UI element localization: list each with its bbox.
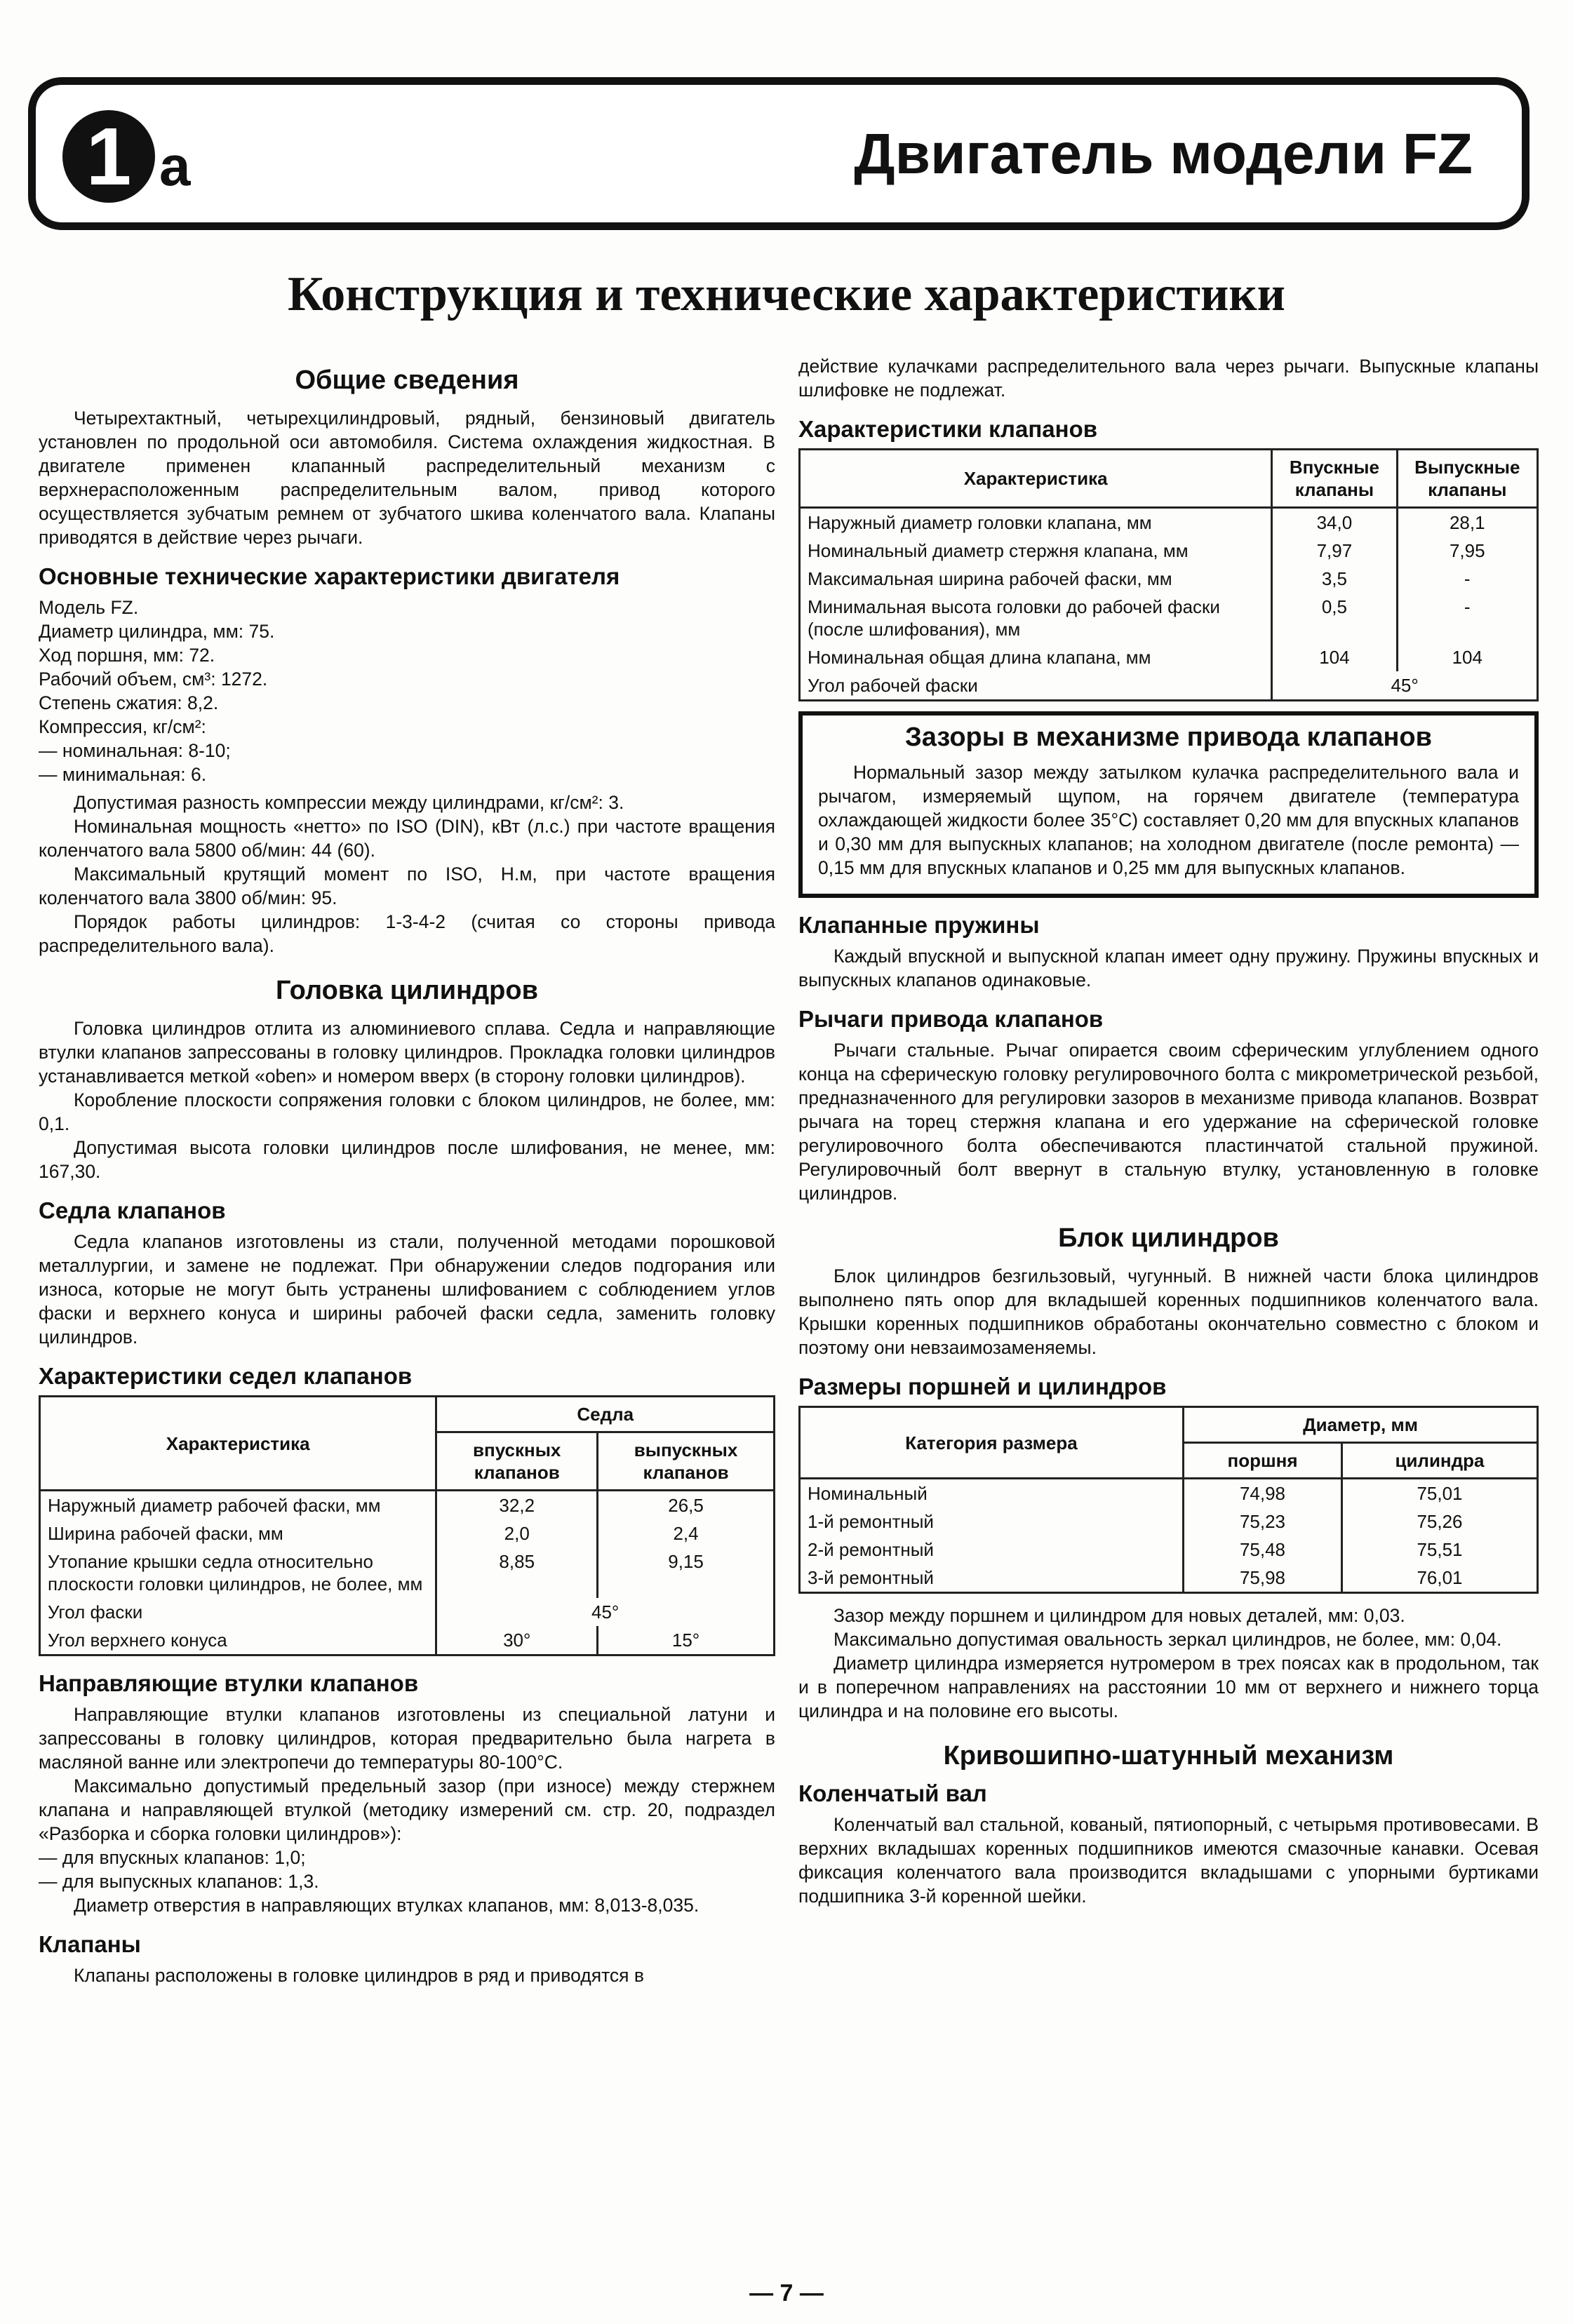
clearance-heading: Зазоры в механизме привода клапанов (904, 723, 1433, 752)
guides-text-3: Диаметр отверстия в направляющих втулках клапанов, мм: 8,013-8,035. (74, 1895, 700, 1916)
seats-col-group: Седла (436, 1397, 775, 1432)
guides-heading: Направляющие втулки клапанов (39, 1670, 419, 1696)
guides-text-2: Максимально допустимый предельный зазор (при износе) между стержнем клапана и направляющей втулкой (методику измерений см. стр. 20, подраздел «Разборка и сборка головки цилиндров»): (39, 1775, 775, 1844)
crank-heading: Кривошипно-шатунный механизм (943, 1741, 1394, 1771)
page-number: — 7 — (749, 2280, 824, 2306)
table-row: Наружный диаметр головки клапана, мм 34,0 28,1 (800, 508, 1538, 537)
specs-heading: Основные технические характеристики двигателя (39, 563, 620, 589)
sizes-table (798, 1406, 1539, 1594)
seats-col-in: впускных клапанов (436, 1432, 598, 1491)
head-text-1: Головка цилиндров отлита из алюминиевого сплава. Седла и направляющие втулки клапанов запрессованы в головку цилиндров. Прокладка головки цилиндров устанавливается меткой «oben» и номером вверх (в сторону головки цилиндров). (39, 1018, 775, 1087)
general-heading: Общие сведения (295, 365, 519, 395)
spec-power: Номинальная мощность «нетто» по ISO (DIN), кВт (л.с.) при частоте вращения коленчатого вала 5800 об/мин: 44 (60). (39, 816, 775, 861)
spec-compression: Компрессия, кг/см²: (39, 716, 206, 737)
sizes-text-3: Диаметр цилиндра измеряется нутромером в трех поясах как в продольном, так и в поперечном направлениях на расстоянии 10 мм от верхнего и нижнего торца цилиндра и на половине его высоты. (798, 1653, 1539, 1721)
valves-table (798, 448, 1539, 701)
spec-volume: Рабочий объем, см³: 1272. (39, 669, 268, 690)
table-row: 3-й ремонтный 75,98 76,01 (800, 1564, 1538, 1593)
sizes-heading: Размеры поршней и цилиндров (798, 1373, 1167, 1399)
valves-col-char: Характеристика (800, 450, 1272, 508)
head-text-2: Коробление плоскости сопряжения головки с блоком цилиндров, не более, мм: 0,1. (39, 1089, 775, 1134)
table-row: Номинальный 74,98 75,01 (800, 1479, 1538, 1508)
chapter-letter: а (159, 135, 191, 197)
sizes-text-1: Зазор между поршнем и цилиндром для новых деталей, мм: 0,03. (834, 1605, 1405, 1626)
crankshaft-text: Коленчатый вал стальной, кованый, пятиопорный, с четырьмя противовесами. В верхних вкладышах коренных подшипников имеются смазочные канавки. Осевая фиксация коленчатого вала производится вкладышами с упорными буртиками подшипника 3-й коренной шейки. (798, 1814, 1539, 1907)
valves-text: Клапаны расположены в головке цилиндров в ряд и приводятся в (74, 1965, 644, 1986)
springs-text: Каждый впускной и выпускной клапан имеет одну пружину. Пружины впускных и выпускных клапанов одинаковые. (798, 946, 1539, 990)
chapter-title: Двигатель модели FZ (854, 122, 1473, 186)
table-row: Минимальная высота головки до рабочей фаски (после шлифования), мм 0,5 - (800, 593, 1538, 643)
table-row: Угол рабочей фаски 45° (800, 671, 1538, 701)
crankshaft-heading: Коленчатый вал (798, 1780, 987, 1806)
table-row: Наружный диаметр рабочей фаски, мм 32,2 26,5 (40, 1491, 775, 1520)
spec-bore: Диаметр цилиндра, мм: 75. (39, 621, 275, 642)
spec-compression-ratio: Степень сжатия: 8,2. (39, 692, 219, 713)
sizes-col-cat: Категория размера (800, 1407, 1184, 1479)
guides-out: — для выпускных клапанов: 1,3. (39, 1871, 319, 1892)
seats-table (39, 1395, 775, 1656)
left-column (39, 354, 775, 1987)
table-row: 1-й ремонтный 75,23 75,26 (800, 1507, 1538, 1536)
valves-col-in: Впускные клапаны (1272, 450, 1397, 508)
seats-heading: Седла клапанов (39, 1197, 226, 1223)
table-row: Номинальный диаметр стержня клапана, мм 7,97 7,95 (800, 537, 1538, 565)
table-row: Ширина рабочей фаски, мм 2,0 2,4 (40, 1519, 775, 1547)
sizes-text-2: Максимально допустимая овальность зеркал цилиндров, не более, мм: 0,04. (834, 1629, 1502, 1650)
springs-heading: Клапанные пружины (798, 912, 1040, 938)
sizes-col-cylinder: цилиндра (1341, 1443, 1537, 1479)
page-title: Конструкция и технические характеристики (287, 267, 1286, 321)
guides-in: — для впускных клапанов: 1,0; (39, 1847, 306, 1868)
head-text-3: Допустимая высота головки цилиндров после шлифования, не менее, мм: 167,30. (39, 1137, 775, 1182)
levers-text: Рычаги стальные. Рычаг опирается своим сферическим углублением одного конца на сферическую головку регулировочного болта с микрометрической резьбой, предназначенного для регулировки зазоров в механизме привода клапанов. Возврат рычага на торец стержня клапана и его удержание на сферической головке регулировочного болта обеспечиваются пластинчатой стальной пружиной. Регулировочный болт ввернут в стальную втулку, установленную в головке цилиндров. (798, 1040, 1539, 1204)
seats-col-char: Характеристика (40, 1397, 436, 1491)
table-row: Номинальная общая длина клапана, мм 104 104 (800, 643, 1538, 671)
spec-torque: Максимальный крутящий момент по ISO, Н.м, при частоте вращения коленчатого вала 3800 об/мин: 95. (39, 864, 775, 908)
spec-model: Модель FZ. (39, 597, 139, 618)
valves-col-out: Выпускные клапаны (1397, 450, 1537, 508)
right-column (798, 354, 1539, 1908)
valves-text-cont: действие кулачками распределительного вала через рычаги. Выпускные клапаны шлифовке не подлежат. (798, 356, 1539, 401)
clearance-text: Нормальный зазор между затылком кулачка распределительного вала и рычагом, измеряемый щупом, на горячем двигателе (температура охлаждающей жидкости более 35°С) составляет 0,20 мм для впускных клапанов и 0,30 мм для выпускных клапанов; на холодном двигателе (после ремонта) — 0,15 мм для впускных клапанов и 0,25 мм для выпускных клапанов. (818, 762, 1519, 878)
head-heading: Головка цилиндров (276, 976, 538, 1005)
levers-heading: Рычаги привода клапанов (798, 1006, 1104, 1032)
clearance-box (798, 711, 1539, 898)
spec-compression-diff: Допустимая разность компрессии между цилиндрами, кг/см²: 3. (74, 792, 624, 813)
valves-table-heading: Характеристики клапанов (798, 416, 1098, 442)
block-heading: Блок цилиндров (1058, 1223, 1279, 1253)
valves-heading: Клапаны (39, 1931, 141, 1957)
table-row: Угол фаски 45° (40, 1598, 775, 1626)
block-text: Блок цилиндров безгильзовый, чугунный. В нижней части блока цилиндров выполнено пять опор для вкладышей коренных подшипников коленчатого вала. Крышки коренных подшипников обработаны окончательно совместно с блоком и поэтому они невзаимозаменяемы. (798, 1265, 1539, 1358)
chapter-number-badge: 1 (62, 110, 155, 203)
seats-text: Седла клапанов изготовлены из стали, полученной методами порошковой металлургии, и замене не подлежат. При обнаружении следов подгорания или износа, которые не могут быть устранены шлифованием с соблюдением углов фаски и верхнего конуса и ширины рабочей фаски седла, заменить головку цилиндров. (39, 1231, 775, 1348)
spec-compression-min: — минимальная: 6. (39, 764, 207, 785)
spec-compression-nominal: — номинальная: 8-10; (39, 740, 231, 761)
guides-text-1: Направляющие втулки клапанов изготовлены из специальной латуни и запрессованы в головку цилиндров, которая предварительно была нагрета в масляной ванне или электропечи до температуры 80-100°С. (39, 1704, 775, 1773)
sizes-col-piston: поршня (1184, 1443, 1342, 1479)
table-row: Угол верхнего конуса 30° 15° (40, 1626, 775, 1655)
sizes-col-group: Диаметр, мм (1184, 1407, 1538, 1443)
seats-col-out: выпускных клапанов (598, 1432, 775, 1491)
table-row: Максимальная ширина рабочей фаски, мм 3,5 - (800, 565, 1538, 593)
table-row: 2-й ремонтный 75,48 75,51 (800, 1536, 1538, 1564)
table-row: Утопание крышки седла относительно плоскости головки цилиндров, не более, мм 8,85 9,15 (40, 1547, 775, 1598)
spec-firing-order: Порядок работы цилиндров: 1-3-4-2 (считая со стороны привода распределительного вала). (39, 911, 775, 956)
chapter-header (28, 77, 1530, 230)
spec-stroke: Ход поршня, мм: 72. (39, 645, 215, 666)
seats-table-heading: Характеристики седел клапанов (39, 1363, 413, 1389)
general-text: Четырехтактный, четырехцилиндровый, рядный, бензиновый двигатель установлен по продольной оси автомобиля. Система охлаждения жидкостная. В двигателе применен клапанный распределительный механизм с верхнерасположенным распределительным валом, привод которого осуществляется зубчатым ремнем от зубчатого шкива коленчатого вала. Клапаны приводятся в действие через рычаги. (39, 408, 775, 548)
